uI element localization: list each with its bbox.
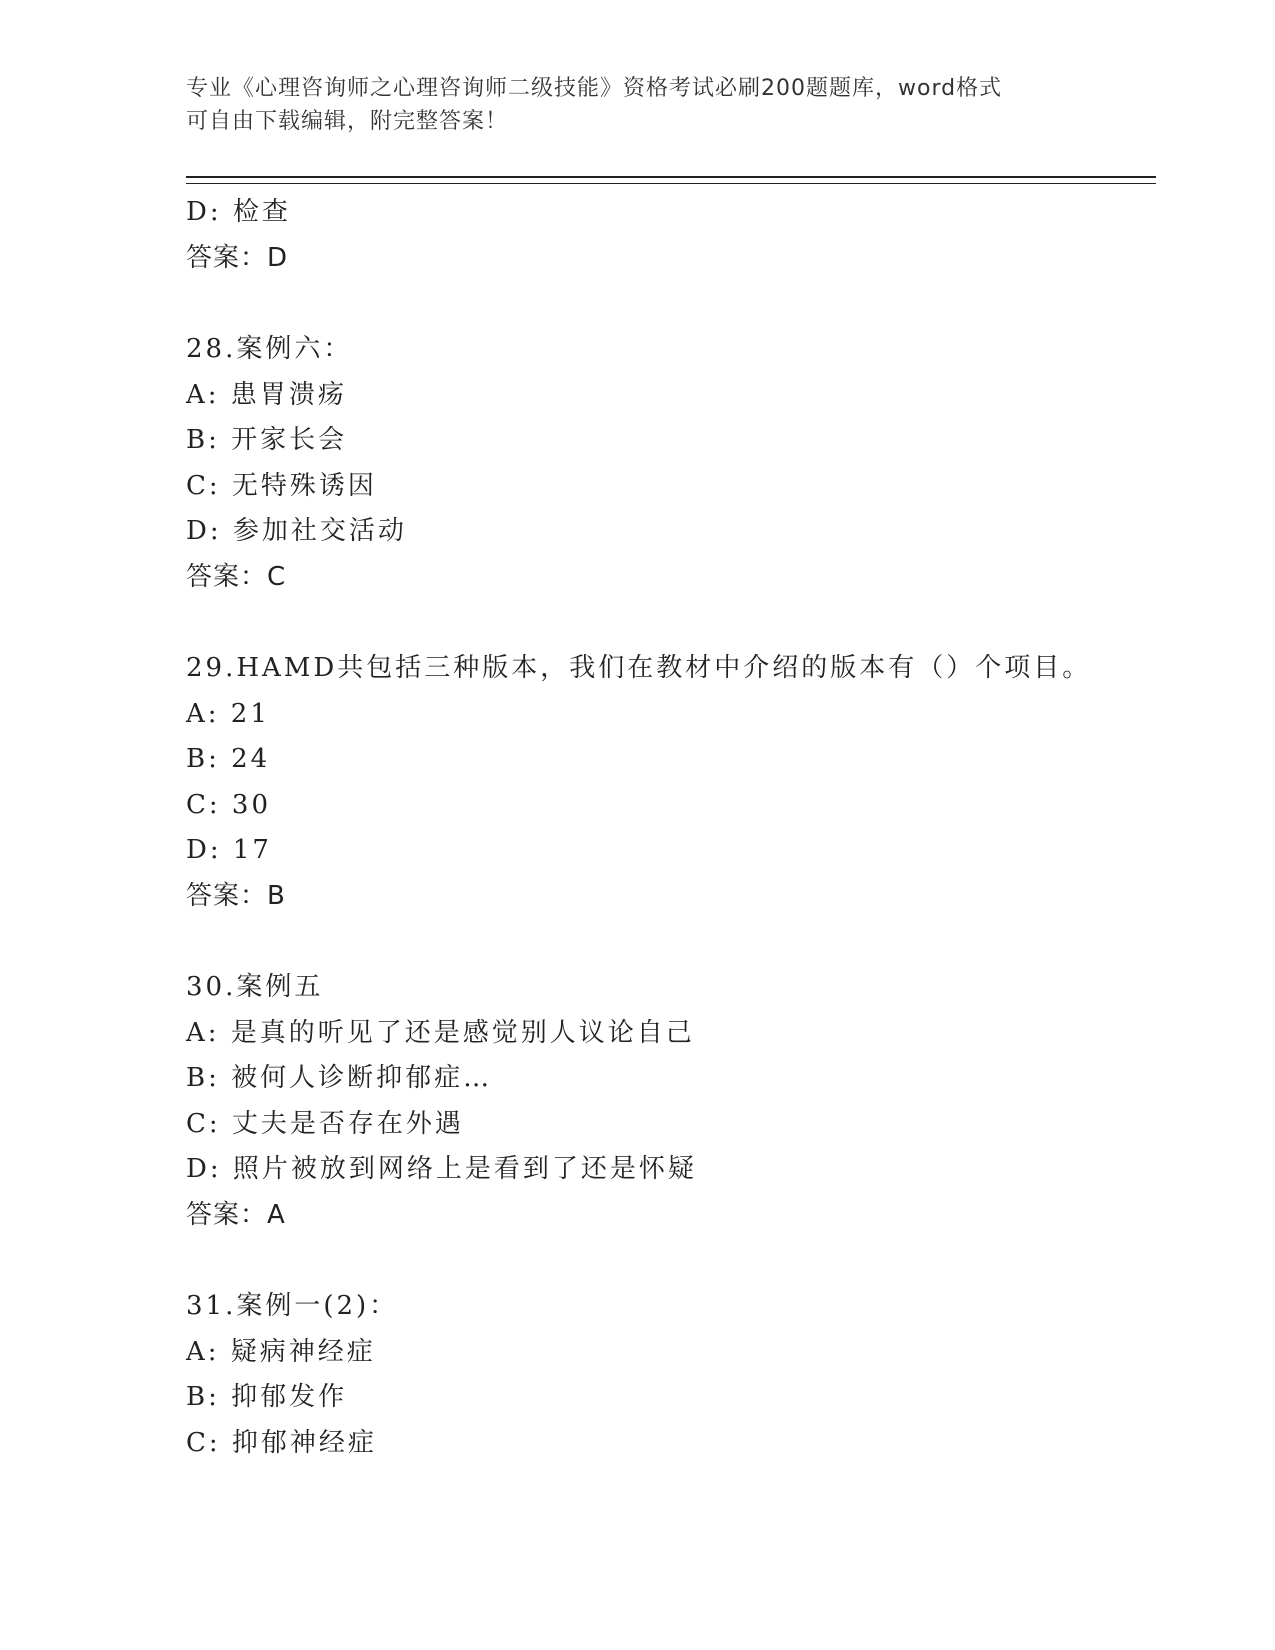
answer-line: 答案：B (186, 880, 286, 911)
option-d: D: 照片被放到网络上是看到了还是怀疑 (186, 1154, 697, 1184)
header-divider (186, 176, 1156, 184)
option-a: A: 疑病神经症 (186, 1336, 376, 1367)
answer-line: 答案：D (186, 242, 289, 273)
question-block-29 (186, 646, 1156, 919)
option-a: A: 患胃溃疡 (186, 379, 347, 410)
header-line-1: 专业《心理咨询师之心理咨询师二级技能》资格考试必刷200题题库，word格式 (186, 76, 1003, 101)
question-stem: 29.HAMD共包括三种版本，我们在教材中介绍的版本有（）个项目。 (186, 653, 1092, 683)
question-list (186, 190, 1156, 1466)
option-d: D: 参加社交活动 (186, 516, 407, 546)
question-block-30 (186, 965, 1156, 1238)
question-block-28 (186, 327, 1156, 600)
option-a: A: 是真的听见了还是感觉别人议论自己 (186, 1017, 695, 1048)
option-c: C: 30 (186, 789, 272, 820)
answer-line: 答案：A (186, 1199, 286, 1230)
option-c: C: 无特殊诱因 (186, 470, 377, 501)
option-d: D: 检查 (186, 197, 291, 227)
option-b: B: 24 (186, 744, 271, 774)
question-stem: 28.案例六： (186, 334, 353, 364)
option-b: B: 被何人诊断抑郁症… (186, 1063, 493, 1093)
answer-line: 答案：C (186, 561, 287, 592)
header-line-2: 可自由下载编辑，附完整答案！ (186, 109, 509, 134)
question-block-31 (186, 1284, 1156, 1466)
option-d: D: 17 (186, 835, 272, 865)
option-b: B: 抑郁发作 (186, 1382, 348, 1412)
question-block-27 (186, 190, 1156, 281)
option-c: C: 抑郁神经症 (186, 1427, 377, 1458)
question-stem: 31.案例一(2)： (186, 1291, 399, 1321)
option-a: A: 21 (186, 698, 270, 729)
option-b: B: 开家长会 (186, 425, 348, 455)
page-header (186, 72, 1086, 138)
question-stem: 30.案例五 (186, 972, 324, 1002)
option-c: C: 丈夫是否存在外遇 (186, 1108, 464, 1139)
